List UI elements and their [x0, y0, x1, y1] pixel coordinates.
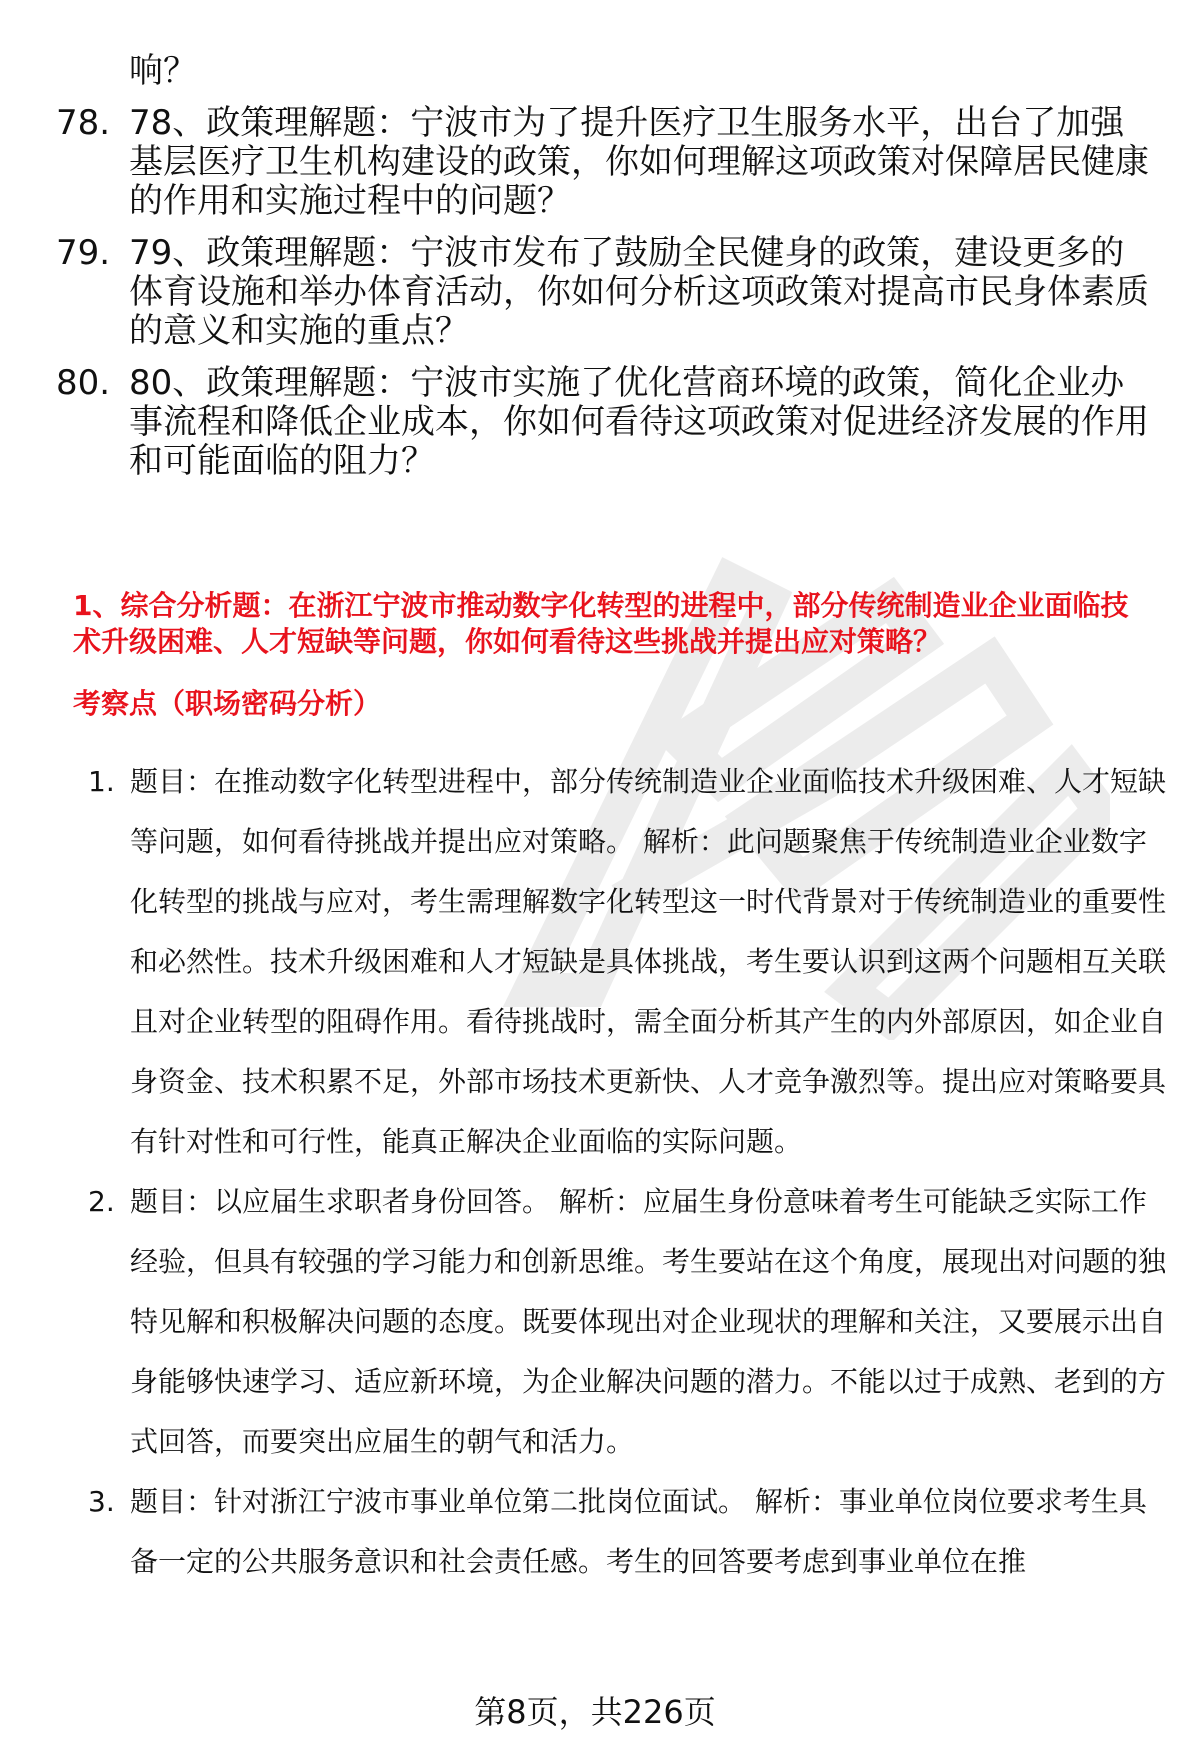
section-title: 1、综合分析题：在浙江宁波市推动数字化转型的进程中，部分传统制造业企业面临技术升级困难、人才短缺等问题，你如何看待这些挑战并提出应对策略？ — [73, 589, 1129, 658]
question-item — [56, 104, 1156, 221]
point-text: 题目：针对浙江宁波市事业单位第二批岗位面试。 解析：事业单位岗位要求考生具备一定的公共服务意识和社会责任感。考生的回答要考虑到事业单位在推 — [130, 1485, 1147, 1578]
question-number: 78. — [56, 103, 111, 143]
assessment-point — [88, 1172, 1166, 1472]
assessment-points-label: 考察点（职场密码分析） — [73, 687, 382, 720]
assessment-points-list — [88, 752, 1166, 1592]
question-continuation — [56, 52, 1156, 91]
question-list — [56, 52, 1156, 494]
point-number: 1. — [88, 765, 115, 798]
point-text: 题目：在推动数字化转型进程中，部分传统制造业企业面临技术升级困难、人才短缺等问题，如何看待挑战并提出应对策略。 解析：此问题聚焦于传统制造业企业数字化转型的挑战与应对，考生需理解数字化转型这一时代背景对于传统制造业的重要性和必然性。技术升级困难和人才短缺是具体挑战，考生要认识到这两个问题相互关联且对企业转型的阻碍作用。看待挑战时，需全面分析其产生的内外部原因，如企业自身资金、技术积累不足，外部市场技术更新快、人才竞争激烈等。提出应对策略要具有针对性和可行性，能真正解决企业面临的实际问题。 — [130, 765, 1167, 1158]
question-item — [56, 234, 1156, 351]
point-number: 2. — [88, 1185, 115, 1218]
question-number: 79. — [56, 233, 111, 273]
assessment-point — [88, 1472, 1166, 1592]
question-text: 79、政策理解题：宁波市发布了鼓励全民健身的政策，建设更多的体育设施和举办体育活动，你如何分析这项政策对提高市民身体素质的意义和实施的重点？ — [129, 233, 1149, 351]
question-text: 响？ — [129, 51, 197, 91]
question-text: 80、政策理解题：宁波市实施了优化营商环境的政策，简化企业办事流程和降低企业成本，你如何看待这项政策对促进经济发展的作用和可能面临的阻力？ — [129, 363, 1149, 481]
point-text: 题目：以应届生求职者身份回答。 解析：应届生身份意味着考生可能缺乏实际工作经验，但具有较强的学习能力和创新思维。考生要站在这个角度，展现出对问题的独特见解和积极解决问题的态度。既要体现出对企业现状的理解和关注，又要展示出自身能够快速学习、适应新环境，为企业解决问题的潜力。不能以过于成熟、老到的方式回答，而要突出应届生的朝气和活力。 — [130, 1185, 1167, 1458]
point-number: 3. — [88, 1485, 115, 1518]
question-number: 80. — [56, 363, 111, 403]
question-item — [56, 364, 1156, 481]
question-text: 78、政策理解题：宁波市为了提升医疗卫生服务水平，出台了加强基层医疗卫生机构建设的政策，你如何理解这项政策对保障居民健康的作用和实施过程中的问题？ — [129, 103, 1149, 221]
page-footer: 第8页，共226页 — [474, 1693, 716, 1731]
assessment-point — [88, 752, 1166, 1172]
